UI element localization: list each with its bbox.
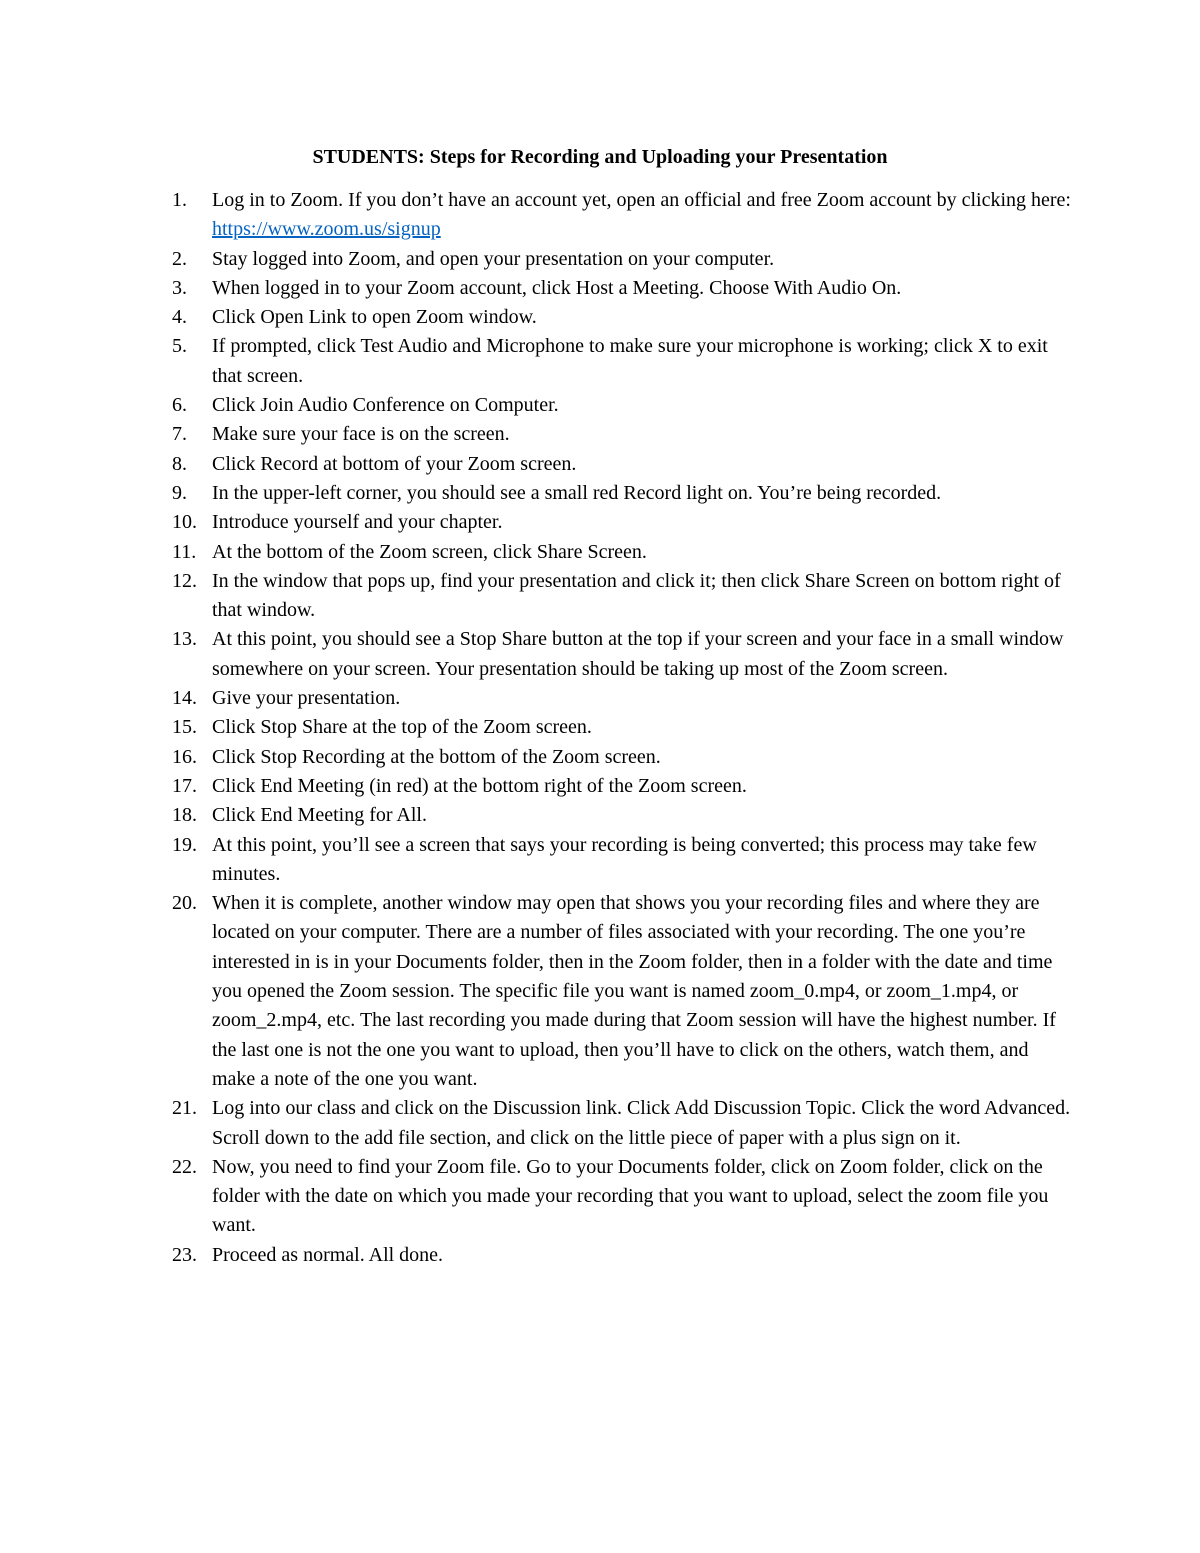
- step-number: 4.: [172, 306, 187, 329]
- step-text-content: Click Open Link to open Zoom window.: [212, 306, 537, 329]
- step-text-content: Click Record at bottom of your Zoom screen.: [212, 452, 577, 475]
- step-number: 13.: [172, 628, 197, 651]
- step-text: [212, 332, 1072, 391]
- step-item: [172, 538, 1072, 567]
- step-item: [172, 713, 1072, 742]
- step-text: [212, 1153, 1072, 1241]
- step-number: 17.: [172, 774, 197, 797]
- step-text-content: Click End Meeting (in red) at the bottom right of the Zoom screen.: [212, 774, 747, 797]
- step-text-content: Introduce yourself and your chapter.: [212, 511, 503, 534]
- step-text: [212, 508, 1072, 537]
- step-text-content: Make sure your face is on the screen.: [212, 423, 510, 446]
- steps-list: [172, 186, 1072, 1270]
- document-title: STUDENTS: Steps for Recording and Uploading your Presentation: [312, 146, 888, 168]
- step-number: 7.: [172, 423, 187, 446]
- step-number: 22.: [172, 1155, 197, 1178]
- step-text: [212, 479, 1072, 508]
- step-number: 18.: [172, 804, 197, 827]
- step-text: [212, 625, 1072, 684]
- step-text: [212, 713, 1072, 742]
- step-number: 16.: [172, 745, 197, 768]
- step-text: [212, 420, 1072, 449]
- step-item: [172, 420, 1072, 449]
- step-text-content: Click Stop Share at the top of the Zoom screen.: [212, 716, 592, 739]
- step-item: [172, 831, 1072, 890]
- step-item: [172, 332, 1072, 391]
- step-text-content: In the window that pops up, find your presentation and click it; then click Share Screen on bottom right of that window.: [212, 569, 1061, 622]
- step-number: 19.: [172, 833, 197, 856]
- step-text: [212, 743, 1072, 772]
- step-number: 23.: [172, 1243, 197, 1266]
- step-text-content: Click Join Audio Conference on Computer.: [212, 394, 559, 417]
- step-item: [172, 245, 1072, 274]
- step-text: [212, 274, 1072, 303]
- step-item: [172, 303, 1072, 332]
- step-text-content: If prompted, click Test Audio and Microphone to make sure your microphone is working; click X to exit that screen.: [212, 335, 1048, 387]
- step-number: 20.: [172, 892, 197, 915]
- step-item: [172, 801, 1072, 830]
- step-item: [172, 772, 1072, 801]
- step-item: [172, 743, 1072, 772]
- step-text-content: At the bottom of the Zoom screen, click Share Screen.: [212, 540, 647, 563]
- step-number: 11.: [172, 540, 197, 563]
- step-text: [212, 186, 1072, 245]
- step-text: [212, 772, 1072, 801]
- step-text: [212, 450, 1072, 479]
- step-text-content: Give your presentation.: [212, 687, 401, 710]
- step-item: [172, 625, 1072, 684]
- step-item: [172, 567, 1072, 626]
- step-item: [172, 889, 1072, 1094]
- step-number: 2.: [172, 247, 187, 270]
- step-text: [212, 245, 1072, 274]
- step-item: [172, 684, 1072, 713]
- step-number: 10.: [172, 511, 197, 534]
- step-number: 8.: [172, 452, 187, 475]
- step-text: [212, 1094, 1072, 1153]
- step-number: 6.: [172, 394, 187, 417]
- step-text-content: At this point, you should see a Stop Share button at the top if your screen and your face in a small window somewhere on your screen. Your presentation should be taking up most of the Zoom screen.: [212, 628, 1064, 680]
- step-item: [172, 391, 1072, 420]
- step-number: 3.: [172, 276, 187, 299]
- step-item: [172, 1094, 1072, 1153]
- step-text-content: In the upper-left corner, you should see a small red Record light on. You’re being recorded.: [212, 481, 942, 504]
- step-number: 1.: [172, 189, 187, 211]
- step-text: [212, 1241, 1072, 1270]
- step-text: [212, 831, 1072, 890]
- step-text-content: Log into our class and click on the Discussion link. Click Add Discussion Topic. Click the word Advanced. Scroll down to the add file section, and click on the little piece of paper with a plus sign on it.: [212, 1097, 1071, 1149]
- step-text: [212, 567, 1072, 626]
- step-item: [172, 274, 1072, 303]
- step-item: [172, 508, 1072, 537]
- step-text-content: When it is complete, another window may open that shows you your recording files and where they are located on your computer. There are a number of files associated with your recording. The one you’re interested in is in your Documents folder, then in the Zoom folder, then in a folder with the date and time you opened the Zoom session. The specific file you want is named zoom_0.mp4, or zoom_1.mp4, or zoom_2.mp4, etc. The last recording you made during that Zoom session will have the highest number. If the last one is not the one you want to upload, then you’ll have to click on the others, watch them, and make a note of the one you want.: [212, 892, 1056, 1090]
- step-item: [172, 1153, 1072, 1241]
- step-text-content: Now, you need to find your Zoom file. Go to your Documents folder, click on Zoom folder, click on the folder with the date on which you made your recording that you want to upload, select the zoom file you want.: [212, 1155, 1049, 1237]
- step-text-content: Log in to Zoom. If you don’t have an account yet, open an official and free Zoom account by clicking here:: [212, 189, 1071, 211]
- step-number: 5.: [172, 335, 187, 358]
- zoom-signup-link[interactable]: https://www.zoom.us/signup: [212, 218, 441, 241]
- step-text-content: Stay logged into Zoom, and open your presentation on your computer.: [212, 247, 775, 270]
- step-text: [212, 391, 1072, 420]
- step-text-content: Click Stop Recording at the bottom of the Zoom screen.: [212, 745, 661, 768]
- step-text: [212, 303, 1072, 332]
- step-text-content: At this point, you’ll see a screen that says your recording is being converted; this process may take few minutes.: [212, 833, 1037, 885]
- step-item: [172, 450, 1072, 479]
- step-text-content: Proceed as normal. All done.: [212, 1243, 444, 1266]
- step-text: [212, 801, 1072, 830]
- step-number: 15.: [172, 716, 197, 739]
- step-text: [212, 538, 1072, 567]
- step-number: 12.: [172, 569, 197, 592]
- step-item: [172, 186, 1072, 245]
- step-number: 14.: [172, 687, 197, 710]
- step-item: [172, 479, 1072, 508]
- step-number: 9.: [172, 481, 187, 504]
- step-text: [212, 889, 1072, 1094]
- step-text: [212, 684, 1072, 713]
- step-number: 21.: [172, 1097, 197, 1120]
- step-item: [172, 1241, 1072, 1270]
- step-text-content: When logged in to your Zoom account, click Host a Meeting. Choose With Audio On.: [212, 276, 902, 299]
- step-text-content: Click End Meeting for All.: [212, 804, 427, 827]
